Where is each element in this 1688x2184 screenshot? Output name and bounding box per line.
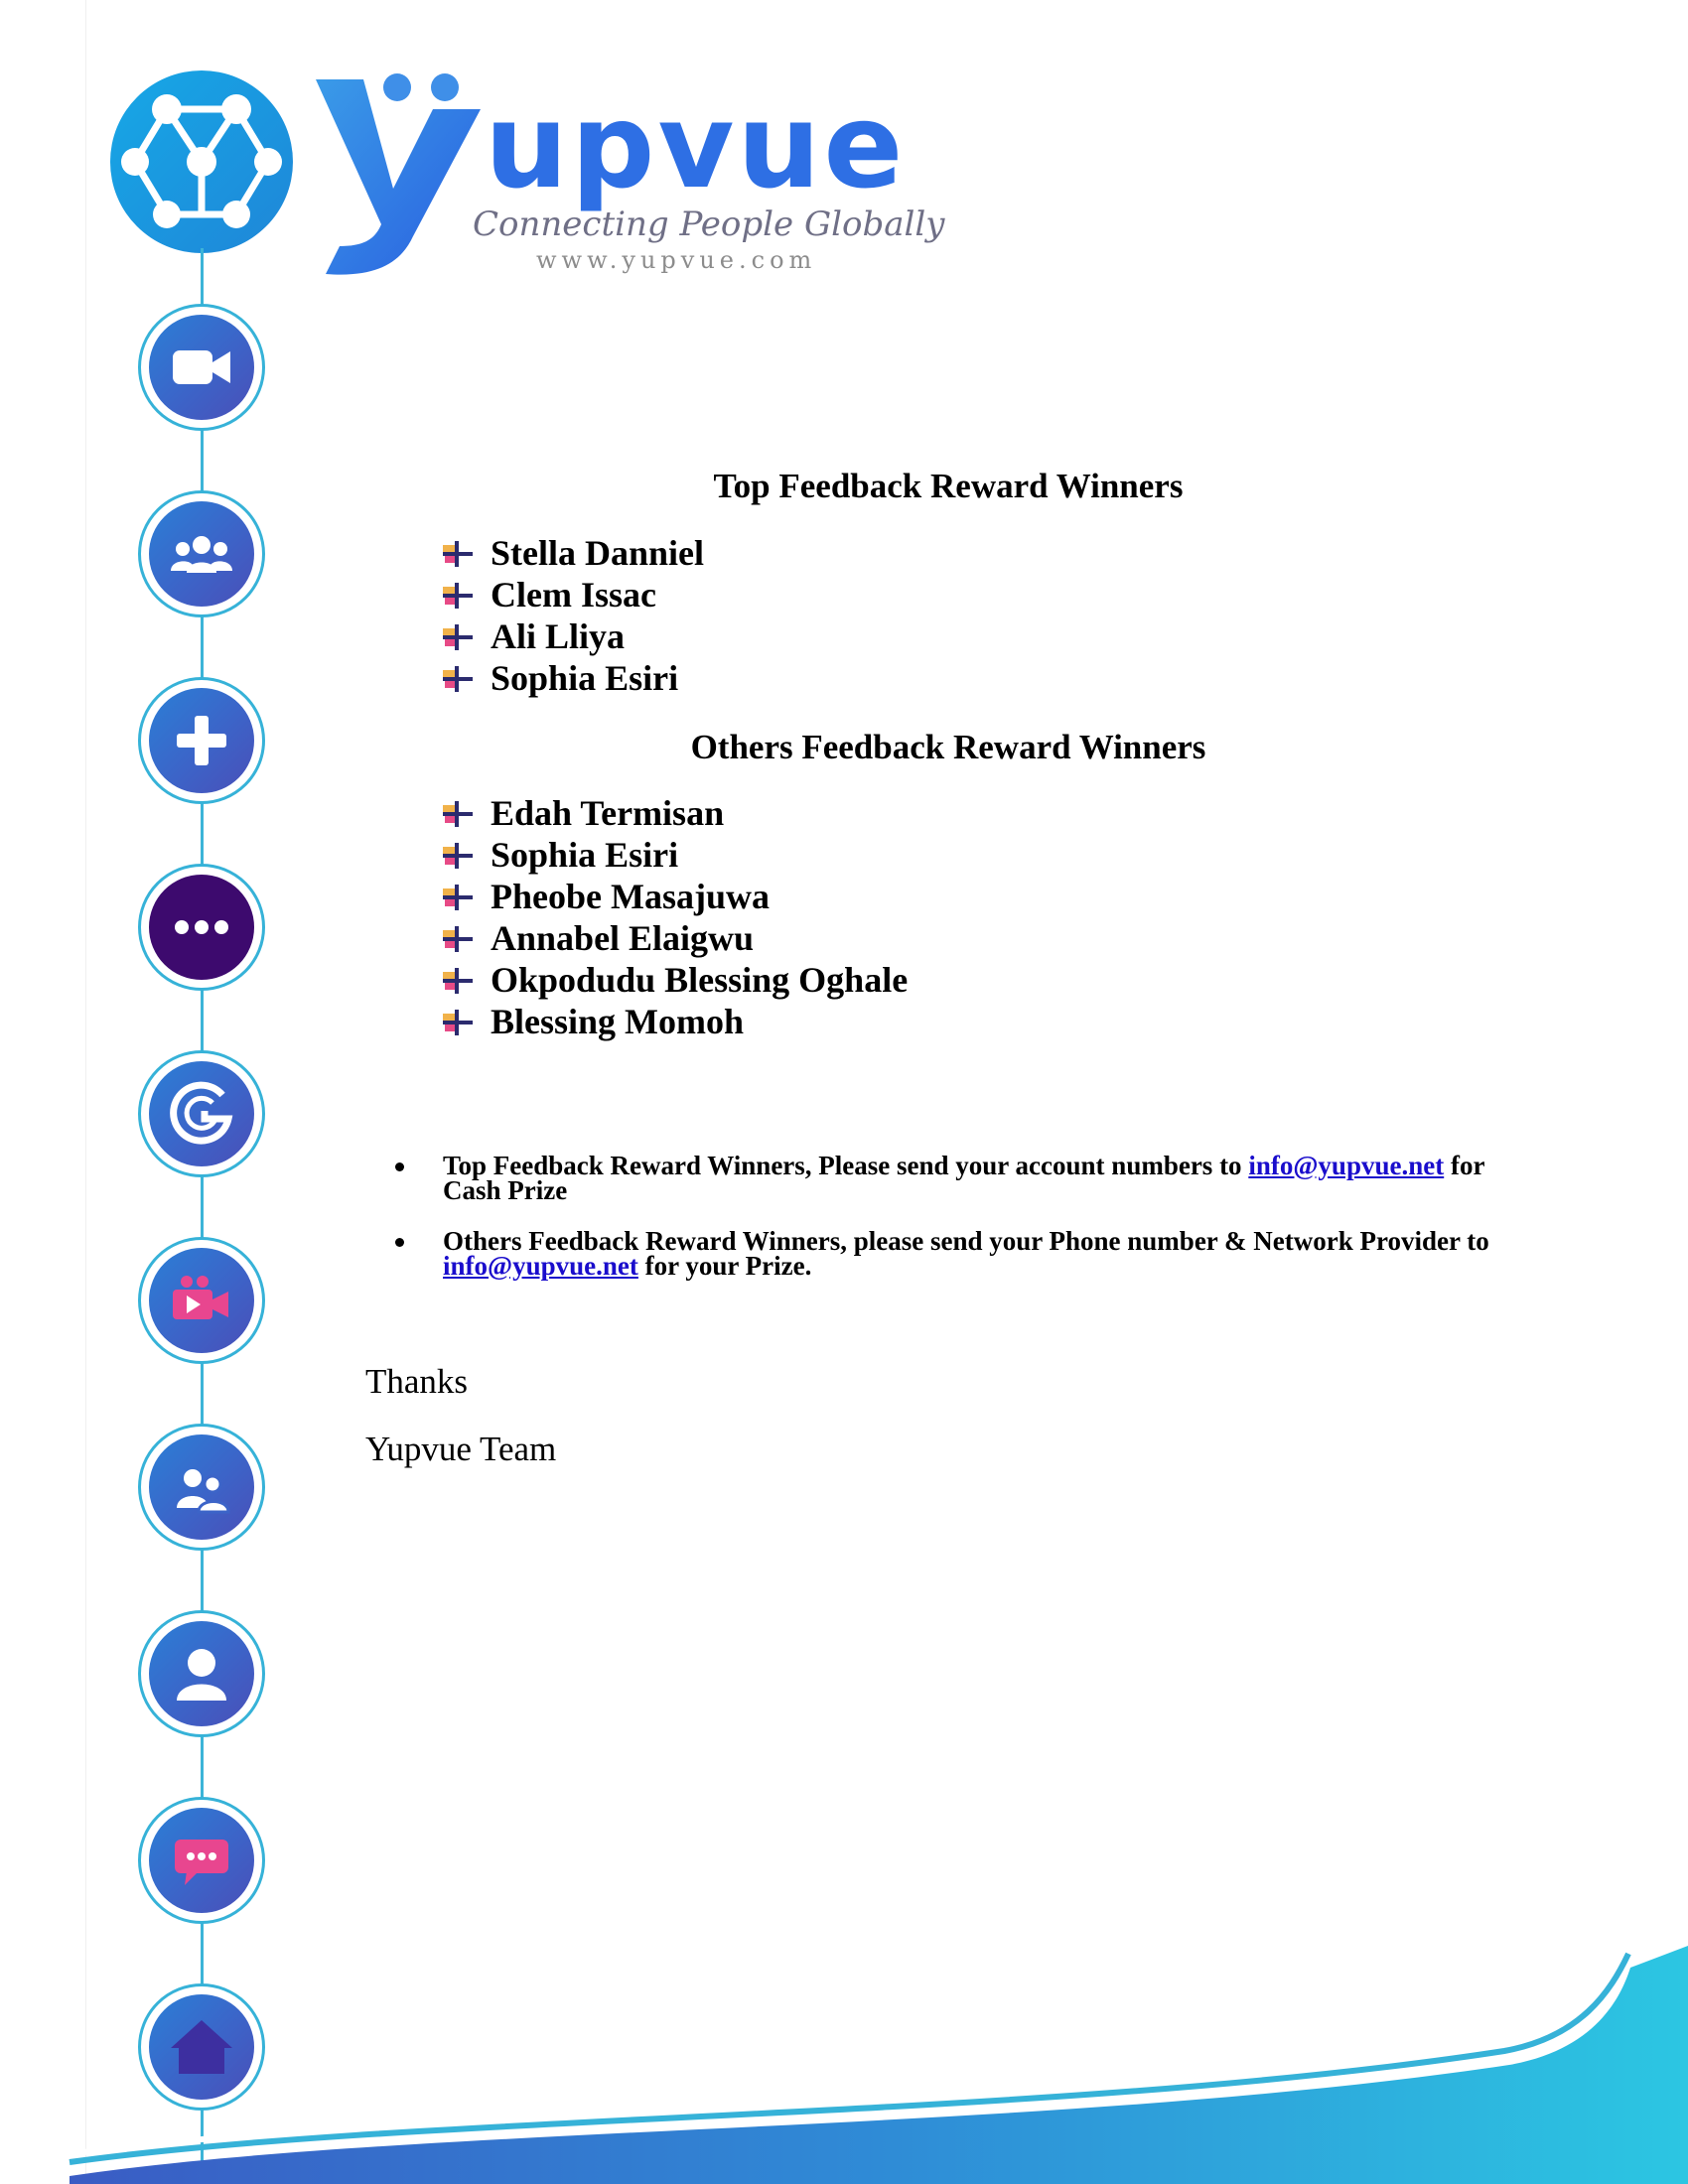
cross-bullet-icon — [443, 541, 475, 567]
brand-name: upvue — [485, 77, 907, 214]
email-link[interactable]: info@yupvue.net — [1248, 1151, 1445, 1180]
cross-bullet-icon — [443, 926, 475, 952]
signoff-thanks: Thanks — [365, 1362, 469, 1401]
bullet-dot — [395, 1238, 404, 1247]
cross-bullet-icon — [443, 843, 475, 869]
list-item: Clem Issac — [443, 574, 704, 615]
list-item: Ali Lliya — [443, 615, 704, 657]
list-item: Okpodudu Blessing Oghale — [443, 959, 908, 1001]
list-item: Pheobe Masajuwa — [443, 876, 908, 917]
cross-bullet-icon — [443, 666, 475, 692]
signoff-team: Yupvue Team — [365, 1430, 557, 1468]
brand-website: www.yupvue.com — [536, 246, 817, 274]
cross-bullet-icon — [443, 968, 475, 994]
footer-wave — [0, 1946, 1688, 2184]
list-item: Stella Danniel — [443, 532, 704, 574]
instruction-other-winners: Others Feedback Reward Winners, please send your Phone number & Network Provider to info@yupvue.net for your Prize. — [395, 1229, 1537, 1279]
top-winners-title: Top Feedback Reward Winners — [713, 467, 1184, 505]
bullet-dot — [395, 1162, 404, 1171]
list-item: Edah Termisan — [443, 792, 908, 834]
cross-bullet-icon — [443, 624, 475, 650]
list-item: Sophia Esiri — [443, 657, 704, 699]
other-winners-title: Others Feedback Reward Winners — [690, 728, 1206, 766]
list-item: Annabel Elaigwu — [443, 917, 908, 959]
list-item: Sophia Esiri — [443, 834, 908, 876]
instruction-top-winners: Top Feedback Reward Winners, Please send your account numbers to info@yupvue.net for Cash Prize — [395, 1154, 1537, 1203]
instructions-list — [395, 1151, 1537, 1304]
cross-bullet-icon — [443, 885, 475, 910]
email-link[interactable]: info@yupvue.net — [443, 1251, 638, 1281]
cross-bullet-icon — [443, 583, 475, 609]
list-item: Blessing Momoh — [443, 1001, 908, 1042]
cross-bullet-icon — [443, 801, 475, 827]
cross-bullet-icon — [443, 1010, 475, 1035]
brand-tagline: Connecting People Globally — [473, 205, 945, 244]
other-winners-list — [443, 792, 908, 1042]
top-winners-list — [443, 532, 704, 699]
